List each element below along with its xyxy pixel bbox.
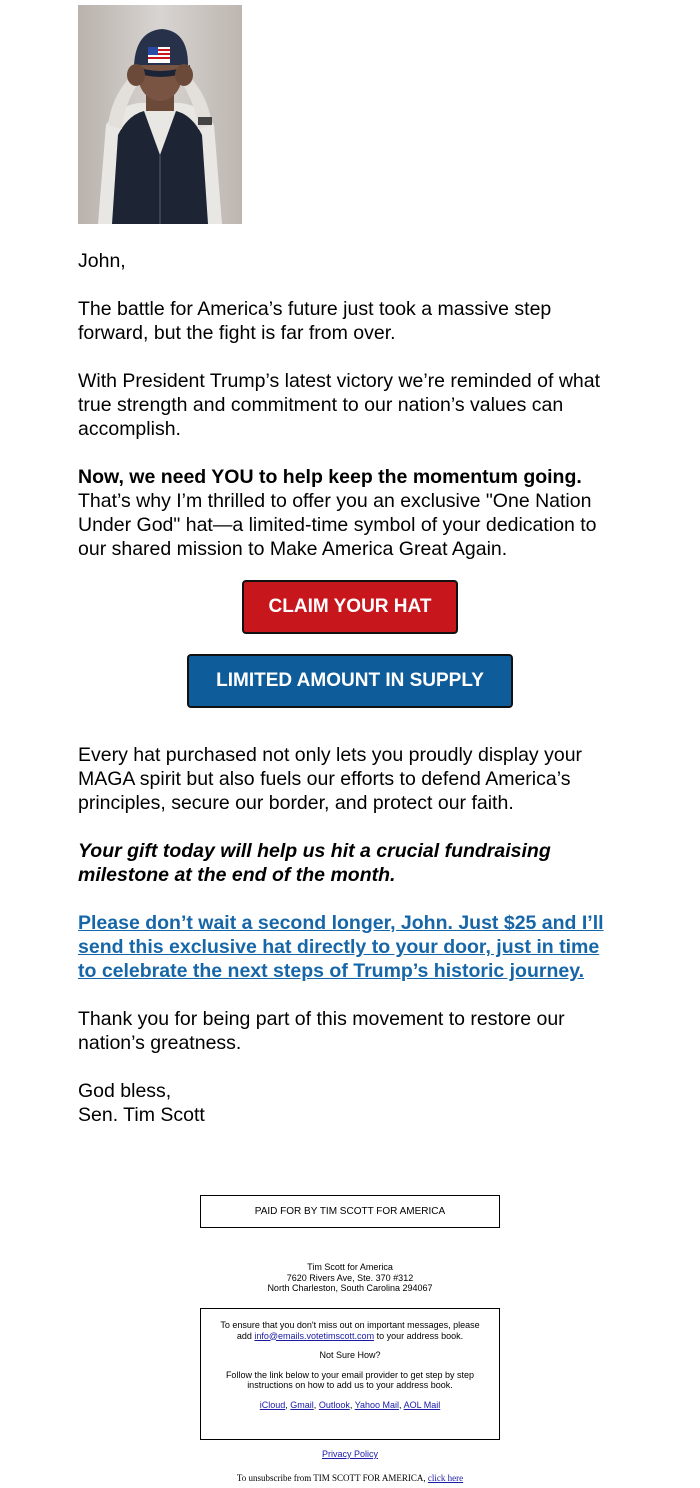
provider-link-yahoo[interactable]: Yahoo Mail xyxy=(354,1399,400,1410)
paragraph-battle: The battle for America’s future just took a massive step forward, but the fight is far from over. xyxy=(78,298,552,344)
privacy-policy-link[interactable]: Privacy Policy xyxy=(321,1449,378,1459)
address-name: Tim Scott for America xyxy=(307,1262,393,1272)
unsubscribe-footer xyxy=(0,1473,700,1483)
follow-instructions: Follow the link below to your email provider to get step by step instructions on how to add us to your address book. xyxy=(225,1369,475,1390)
paragraph-momentum xyxy=(78,465,623,561)
mailing-address xyxy=(200,1262,500,1294)
signature: Sen. Tim Scott xyxy=(78,1104,205,1126)
paid-for-disclaimer xyxy=(200,1195,500,1228)
paragraph-gift xyxy=(78,839,623,887)
address-book-instruction xyxy=(213,1320,487,1341)
paid-for-text: PAID FOR BY TIM SCOTT FOR AMERICA xyxy=(254,1206,446,1217)
privacy-footer xyxy=(0,1449,700,1459)
claim-hat-button[interactable]: CLAIM YOUR HAT xyxy=(242,580,458,634)
gift-text: Your gift today will help us hit a crucial fundraising milestone at the end of the month. xyxy=(78,840,551,886)
paragraph-cta xyxy=(78,911,623,983)
paragraph-hat-purchase: Every hat purchased not only lets you proudly display your MAGA spirit but also fuels our efforts to defend America’s principles, secure our border, and protect our faith. xyxy=(78,744,583,814)
signoff: God bless, xyxy=(78,1080,172,1102)
address-street: 7620 Rivers Ave, Ste. 370 #312 xyxy=(286,1272,414,1283)
header-photo xyxy=(78,5,242,224)
not-sure-how: Not Sure How? xyxy=(319,1350,381,1360)
provider-links: iCloud, Gmail, Outlook, Yahoo Mail, AOL Mail xyxy=(259,1399,441,1410)
greeting: John, xyxy=(78,250,126,272)
unsubscribe-text: To unsubscribe from TIM SCOTT FOR AMERICA, xyxy=(236,1473,426,1483)
hat-offer-text: That’s why I’m thrilled to offer you an exclusive "One Nation Under God" hat—a limited-time symbol of your dedication to our shared mission to Make America Great Again. xyxy=(78,490,597,560)
provider-link-aol[interactable]: AOL Mail xyxy=(403,1399,441,1410)
provider-link-gmail[interactable]: Gmail xyxy=(290,1399,314,1410)
sender-email-link[interactable]: info@emails.votetimscott.com xyxy=(254,1330,375,1341)
provider-link-icloud[interactable]: iCloud xyxy=(259,1399,286,1410)
donate-link[interactable]: Please don’t wait a second longer, John. Just $25 and I’ll send this exclusive hat directly to your door, just in time to celebrate the next steps of Trump’s historic journey. xyxy=(78,912,604,982)
instruction-text-pre: To ensure that you don't miss out on important messages, please add xyxy=(220,1320,480,1341)
address-city: North Charleston, South Carolina 294067 xyxy=(267,1283,433,1293)
instruction-text-post: to your address book. xyxy=(376,1330,464,1341)
provider-link-outlook[interactable]: Outlook xyxy=(318,1399,350,1410)
paragraph-thanks: Thank you for being part of this movement to restore our nation’s greatness. xyxy=(78,1008,565,1054)
unsubscribe-link[interactable]: click here xyxy=(427,1473,464,1483)
limited-supply-button[interactable]: LIMITED AMOUNT IN SUPPLY xyxy=(187,654,513,708)
portrait-photo-icon xyxy=(78,5,242,224)
address-book-info-box xyxy=(200,1308,500,1440)
momentum-heading: Now, we need YOU to help keep the momentum going. xyxy=(78,466,582,488)
paragraph-victory: With President Trump’s latest victory we’re reminded of what true strength and commitment to our nation’s values can accomplish. xyxy=(78,370,601,440)
